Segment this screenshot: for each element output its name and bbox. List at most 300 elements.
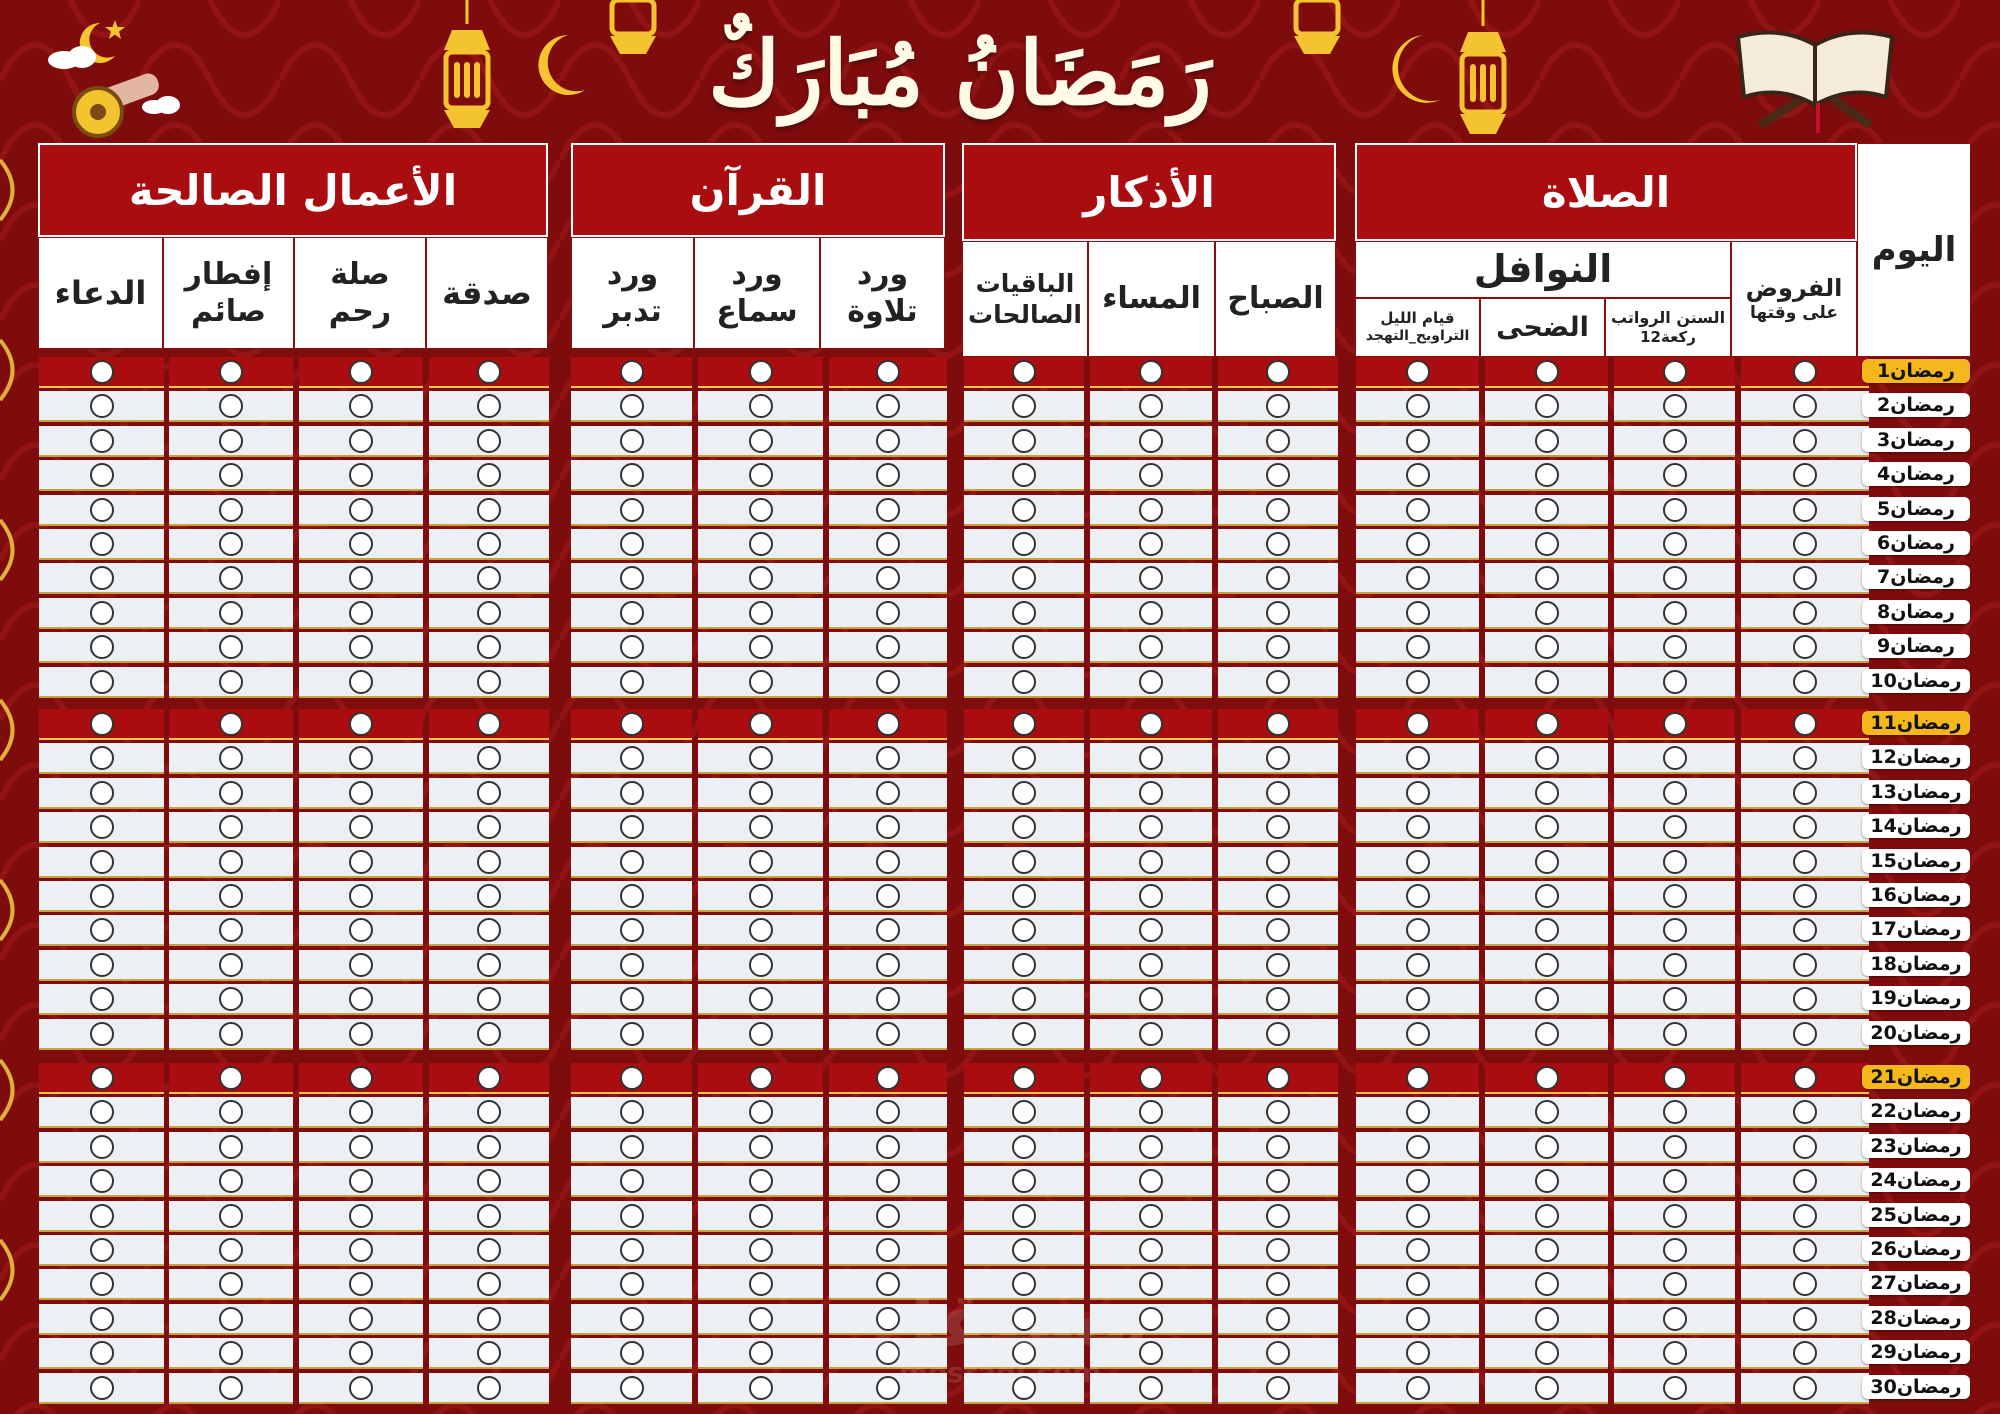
checkbox-circle[interactable]	[349, 712, 373, 736]
checkbox-circle[interactable]	[1663, 918, 1687, 942]
checkbox-circle[interactable]	[1266, 601, 1290, 625]
checkbox-circle[interactable]	[1012, 987, 1036, 1011]
checkbox-circle[interactable]	[1663, 1272, 1687, 1296]
checkbox-circle[interactable]	[1535, 1376, 1559, 1400]
checkbox-circle[interactable]	[1406, 953, 1430, 977]
checkbox-circle[interactable]	[90, 850, 114, 874]
checkbox-circle[interactable]	[1139, 498, 1163, 522]
checkbox-circle[interactable]	[749, 498, 773, 522]
checkbox-circle[interactable]	[1406, 394, 1430, 418]
checkbox-circle[interactable]	[876, 884, 900, 908]
checkbox-circle[interactable]	[1663, 532, 1687, 556]
checkbox-circle[interactable]	[219, 815, 243, 839]
checkbox-circle[interactable]	[749, 394, 773, 418]
checkbox-circle[interactable]	[349, 815, 373, 839]
checkbox-circle[interactable]	[1663, 1238, 1687, 1262]
checkbox-circle[interactable]	[1793, 781, 1817, 805]
checkbox-circle[interactable]	[1535, 429, 1559, 453]
checkbox-circle[interactable]	[1406, 918, 1430, 942]
checkbox-circle[interactable]	[876, 601, 900, 625]
checkbox-circle[interactable]	[1535, 781, 1559, 805]
checkbox-circle[interactable]	[620, 1341, 644, 1365]
checkbox-circle[interactable]	[1012, 601, 1036, 625]
checkbox-circle[interactable]	[90, 953, 114, 977]
checkbox-circle[interactable]	[1266, 532, 1290, 556]
checkbox-circle[interactable]	[1139, 1066, 1163, 1090]
checkbox-circle[interactable]	[1663, 781, 1687, 805]
checkbox-circle[interactable]	[749, 953, 773, 977]
checkbox-circle[interactable]	[749, 1066, 773, 1090]
checkbox-circle[interactable]	[90, 429, 114, 453]
checkbox-circle[interactable]	[1663, 601, 1687, 625]
checkbox-circle[interactable]	[349, 1169, 373, 1193]
checkbox-circle[interactable]	[620, 987, 644, 1011]
checkbox-circle[interactable]	[219, 1135, 243, 1159]
checkbox-circle[interactable]	[219, 532, 243, 556]
checkbox-circle[interactable]	[1266, 712, 1290, 736]
checkbox-circle[interactable]	[477, 1376, 501, 1400]
checkbox-circle[interactable]	[219, 987, 243, 1011]
checkbox-circle[interactable]	[749, 1204, 773, 1228]
checkbox-circle[interactable]	[219, 1022, 243, 1046]
checkbox-circle[interactable]	[477, 712, 501, 736]
checkbox-circle[interactable]	[749, 532, 773, 556]
checkbox-circle[interactable]	[749, 850, 773, 874]
checkbox-circle[interactable]	[477, 635, 501, 659]
checkbox-circle[interactable]	[1139, 1135, 1163, 1159]
checkbox-circle[interactable]	[1663, 463, 1687, 487]
checkbox-circle[interactable]	[620, 1066, 644, 1090]
checkbox-circle[interactable]	[349, 635, 373, 659]
checkbox-circle[interactable]	[1406, 1307, 1430, 1331]
checkbox-circle[interactable]	[219, 1238, 243, 1262]
checkbox-circle[interactable]	[477, 850, 501, 874]
checkbox-circle[interactable]	[749, 746, 773, 770]
checkbox-circle[interactable]	[1266, 1204, 1290, 1228]
checkbox-circle[interactable]	[349, 532, 373, 556]
checkbox-circle[interactable]	[1793, 429, 1817, 453]
checkbox-circle[interactable]	[1012, 1169, 1036, 1193]
checkbox-circle[interactable]	[749, 1238, 773, 1262]
checkbox-circle[interactable]	[219, 1169, 243, 1193]
checkbox-circle[interactable]	[1793, 987, 1817, 1011]
checkbox-circle[interactable]	[1266, 1238, 1290, 1262]
checkbox-circle[interactable]	[876, 498, 900, 522]
checkbox-circle[interactable]	[1406, 884, 1430, 908]
checkbox-circle[interactable]	[477, 1066, 501, 1090]
checkbox-circle[interactable]	[1793, 884, 1817, 908]
checkbox-circle[interactable]	[620, 850, 644, 874]
checkbox-circle[interactable]	[1793, 1376, 1817, 1400]
checkbox-circle[interactable]	[1406, 1204, 1430, 1228]
checkbox-circle[interactable]	[1406, 498, 1430, 522]
checkbox-circle[interactable]	[876, 781, 900, 805]
checkbox-circle[interactable]	[219, 498, 243, 522]
checkbox-circle[interactable]	[1139, 1238, 1163, 1262]
checkbox-circle[interactable]	[1012, 815, 1036, 839]
checkbox-circle[interactable]	[1012, 884, 1036, 908]
checkbox-circle[interactable]	[1266, 498, 1290, 522]
checkbox-circle[interactable]	[620, 746, 644, 770]
checkbox-circle[interactable]	[349, 781, 373, 805]
checkbox-circle[interactable]	[1663, 1066, 1687, 1090]
checkbox-circle[interactable]	[1535, 712, 1559, 736]
checkbox-circle[interactable]	[219, 360, 243, 384]
checkbox-circle[interactable]	[1266, 1169, 1290, 1193]
checkbox-circle[interactable]	[749, 1272, 773, 1296]
checkbox-circle[interactable]	[1012, 498, 1036, 522]
checkbox-circle[interactable]	[749, 987, 773, 1011]
checkbox-circle[interactable]	[1535, 670, 1559, 694]
checkbox-circle[interactable]	[1266, 815, 1290, 839]
checkbox-circle[interactable]	[219, 670, 243, 694]
checkbox-circle[interactable]	[620, 1376, 644, 1400]
checkbox-circle[interactable]	[1406, 987, 1430, 1011]
checkbox-circle[interactable]	[1663, 394, 1687, 418]
checkbox-circle[interactable]	[749, 1307, 773, 1331]
checkbox-circle[interactable]	[1139, 953, 1163, 977]
checkbox-circle[interactable]	[477, 1135, 501, 1159]
checkbox-circle[interactable]	[1535, 815, 1559, 839]
checkbox-circle[interactable]	[876, 429, 900, 453]
checkbox-circle[interactable]	[1139, 712, 1163, 736]
checkbox-circle[interactable]	[620, 360, 644, 384]
checkbox-circle[interactable]	[1663, 429, 1687, 453]
checkbox-circle[interactable]	[876, 360, 900, 384]
checkbox-circle[interactable]	[477, 1169, 501, 1193]
checkbox-circle[interactable]	[1535, 1204, 1559, 1228]
checkbox-circle[interactable]	[90, 1376, 114, 1400]
checkbox-circle[interactable]	[1793, 815, 1817, 839]
checkbox-circle[interactable]	[477, 601, 501, 625]
checkbox-circle[interactable]	[876, 1169, 900, 1193]
checkbox-circle[interactable]	[349, 498, 373, 522]
checkbox-circle[interactable]	[749, 1135, 773, 1159]
checkbox-circle[interactable]	[1139, 1204, 1163, 1228]
checkbox-circle[interactable]	[90, 815, 114, 839]
checkbox-circle[interactable]	[749, 1376, 773, 1400]
checkbox-circle[interactable]	[620, 1100, 644, 1124]
checkbox-circle[interactable]	[349, 1341, 373, 1365]
checkbox-circle[interactable]	[1793, 1022, 1817, 1046]
checkbox-circle[interactable]	[1535, 360, 1559, 384]
checkbox-circle[interactable]	[1266, 1376, 1290, 1400]
checkbox-circle[interactable]	[1535, 1169, 1559, 1193]
checkbox-circle[interactable]	[1266, 781, 1290, 805]
checkbox-circle[interactable]	[1663, 987, 1687, 1011]
checkbox-circle[interactable]	[1535, 498, 1559, 522]
checkbox-circle[interactable]	[90, 1204, 114, 1228]
checkbox-circle[interactable]	[620, 1238, 644, 1262]
checkbox-circle[interactable]	[1406, 463, 1430, 487]
checkbox-circle[interactable]	[1139, 1022, 1163, 1046]
checkbox-circle[interactable]	[219, 781, 243, 805]
checkbox-circle[interactable]	[1663, 360, 1687, 384]
checkbox-circle[interactable]	[349, 1022, 373, 1046]
checkbox-circle[interactable]	[90, 781, 114, 805]
checkbox-circle[interactable]	[90, 360, 114, 384]
checkbox-circle[interactable]	[1012, 1135, 1036, 1159]
checkbox-circle[interactable]	[1406, 429, 1430, 453]
checkbox-circle[interactable]	[876, 532, 900, 556]
checkbox-circle[interactable]	[90, 1135, 114, 1159]
checkbox-circle[interactable]	[219, 850, 243, 874]
checkbox-circle[interactable]	[1139, 360, 1163, 384]
checkbox-circle[interactable]	[1266, 1307, 1290, 1331]
checkbox-circle[interactable]	[477, 360, 501, 384]
checkbox-circle[interactable]	[876, 463, 900, 487]
checkbox-circle[interactable]	[1012, 532, 1036, 556]
checkbox-circle[interactable]	[876, 1022, 900, 1046]
checkbox-circle[interactable]	[1406, 1376, 1430, 1400]
checkbox-circle[interactable]	[749, 360, 773, 384]
checkbox-circle[interactable]	[90, 394, 114, 418]
checkbox-circle[interactable]	[477, 953, 501, 977]
checkbox-circle[interactable]	[749, 781, 773, 805]
checkbox-circle[interactable]	[219, 884, 243, 908]
checkbox-circle[interactable]	[90, 884, 114, 908]
checkbox-circle[interactable]	[1793, 532, 1817, 556]
checkbox-circle[interactable]	[349, 360, 373, 384]
checkbox-circle[interactable]	[1535, 532, 1559, 556]
checkbox-circle[interactable]	[1406, 1341, 1430, 1365]
checkbox-circle[interactable]	[1012, 953, 1036, 977]
checkbox-circle[interactable]	[1663, 746, 1687, 770]
checkbox-circle[interactable]	[1535, 1066, 1559, 1090]
checkbox-circle[interactable]	[1139, 1376, 1163, 1400]
checkbox-circle[interactable]	[620, 463, 644, 487]
checkbox-circle[interactable]	[1663, 670, 1687, 694]
checkbox-circle[interactable]	[1793, 953, 1817, 977]
checkbox-circle[interactable]	[1793, 850, 1817, 874]
checkbox-circle[interactable]	[1535, 1238, 1559, 1262]
checkbox-circle[interactable]	[1012, 635, 1036, 659]
checkbox-circle[interactable]	[1266, 953, 1290, 977]
checkbox-circle[interactable]	[1406, 781, 1430, 805]
checkbox-circle[interactable]	[1793, 1307, 1817, 1331]
checkbox-circle[interactable]	[1535, 635, 1559, 659]
checkbox-circle[interactable]	[1266, 670, 1290, 694]
checkbox-circle[interactable]	[1406, 850, 1430, 874]
checkbox-circle[interactable]	[1793, 1135, 1817, 1159]
checkbox-circle[interactable]	[620, 918, 644, 942]
checkbox-circle[interactable]	[620, 1135, 644, 1159]
checkbox-circle[interactable]	[1663, 1169, 1687, 1193]
checkbox-circle[interactable]	[1266, 463, 1290, 487]
checkbox-circle[interactable]	[1012, 463, 1036, 487]
checkbox-circle[interactable]	[1139, 670, 1163, 694]
checkbox-circle[interactable]	[219, 1066, 243, 1090]
checkbox-circle[interactable]	[349, 1066, 373, 1090]
checkbox-circle[interactable]	[1406, 1066, 1430, 1090]
checkbox-circle[interactable]	[620, 712, 644, 736]
checkbox-circle[interactable]	[1793, 498, 1817, 522]
checkbox-circle[interactable]	[749, 429, 773, 453]
checkbox-circle[interactable]	[1139, 850, 1163, 874]
checkbox-circle[interactable]	[1139, 635, 1163, 659]
checkbox-circle[interactable]	[1793, 463, 1817, 487]
checkbox-circle[interactable]	[1663, 1376, 1687, 1400]
checkbox-circle[interactable]	[1139, 463, 1163, 487]
checkbox-circle[interactable]	[1139, 429, 1163, 453]
checkbox-circle[interactable]	[1266, 360, 1290, 384]
checkbox-circle[interactable]	[1012, 1204, 1036, 1228]
checkbox-circle[interactable]	[477, 463, 501, 487]
checkbox-circle[interactable]	[349, 601, 373, 625]
checkbox-circle[interactable]	[1406, 360, 1430, 384]
checkbox-circle[interactable]	[1535, 1100, 1559, 1124]
checkbox-circle[interactable]	[749, 670, 773, 694]
checkbox-circle[interactable]	[477, 1238, 501, 1262]
checkbox-circle[interactable]	[1266, 429, 1290, 453]
checkbox-circle[interactable]	[1663, 1204, 1687, 1228]
checkbox-circle[interactable]	[477, 1341, 501, 1365]
checkbox-circle[interactable]	[1266, 635, 1290, 659]
checkbox-circle[interactable]	[1535, 850, 1559, 874]
checkbox-circle[interactable]	[1406, 712, 1430, 736]
checkbox-circle[interactable]	[1406, 1272, 1430, 1296]
checkbox-circle[interactable]	[1535, 987, 1559, 1011]
checkbox-circle[interactable]	[477, 815, 501, 839]
checkbox-circle[interactable]	[620, 1307, 644, 1331]
checkbox-circle[interactable]	[1406, 601, 1430, 625]
checkbox-circle[interactable]	[1406, 1169, 1430, 1193]
checkbox-circle[interactable]	[90, 566, 114, 590]
checkbox-circle[interactable]	[90, 532, 114, 556]
checkbox-circle[interactable]	[1535, 601, 1559, 625]
checkbox-circle[interactable]	[219, 1204, 243, 1228]
checkbox-circle[interactable]	[749, 1022, 773, 1046]
checkbox-circle[interactable]	[1535, 918, 1559, 942]
checkbox-circle[interactable]	[876, 635, 900, 659]
checkbox-circle[interactable]	[1793, 1066, 1817, 1090]
checkbox-circle[interactable]	[1793, 601, 1817, 625]
checkbox-circle[interactable]	[1406, 532, 1430, 556]
checkbox-circle[interactable]	[477, 781, 501, 805]
checkbox-circle[interactable]	[620, 498, 644, 522]
checkbox-circle[interactable]	[1663, 1307, 1687, 1331]
checkbox-circle[interactable]	[749, 635, 773, 659]
checkbox-circle[interactable]	[477, 532, 501, 556]
checkbox-circle[interactable]	[219, 1307, 243, 1331]
checkbox-circle[interactable]	[1535, 953, 1559, 977]
checkbox-circle[interactable]	[1012, 360, 1036, 384]
checkbox-circle[interactable]	[1406, 635, 1430, 659]
checkbox-circle[interactable]	[1535, 1022, 1559, 1046]
checkbox-circle[interactable]	[1266, 1066, 1290, 1090]
checkbox-circle[interactable]	[876, 815, 900, 839]
checkbox-circle[interactable]	[876, 1066, 900, 1090]
checkbox-circle[interactable]	[1139, 601, 1163, 625]
checkbox-circle[interactable]	[1139, 884, 1163, 908]
checkbox-circle[interactable]	[1793, 712, 1817, 736]
checkbox-circle[interactable]	[477, 884, 501, 908]
checkbox-circle[interactable]	[749, 566, 773, 590]
checkbox-circle[interactable]	[620, 670, 644, 694]
checkbox-circle[interactable]	[349, 987, 373, 1011]
checkbox-circle[interactable]	[477, 1307, 501, 1331]
checkbox-circle[interactable]	[1663, 1100, 1687, 1124]
checkbox-circle[interactable]	[620, 1022, 644, 1046]
checkbox-circle[interactable]	[1406, 566, 1430, 590]
checkbox-circle[interactable]	[90, 463, 114, 487]
checkbox-circle[interactable]	[90, 1272, 114, 1296]
checkbox-circle[interactable]	[1793, 1341, 1817, 1365]
checkbox-circle[interactable]	[90, 1341, 114, 1365]
checkbox-circle[interactable]	[477, 1204, 501, 1228]
checkbox-circle[interactable]	[219, 953, 243, 977]
checkbox-circle[interactable]	[1663, 953, 1687, 977]
checkbox-circle[interactable]	[1535, 463, 1559, 487]
checkbox-circle[interactable]	[1535, 884, 1559, 908]
checkbox-circle[interactable]	[219, 429, 243, 453]
checkbox-circle[interactable]	[477, 670, 501, 694]
checkbox-circle[interactable]	[1663, 1341, 1687, 1365]
checkbox-circle[interactable]	[349, 850, 373, 874]
checkbox-circle[interactable]	[1663, 712, 1687, 736]
checkbox-circle[interactable]	[349, 1376, 373, 1400]
checkbox-circle[interactable]	[1012, 781, 1036, 805]
checkbox-circle[interactable]	[1793, 635, 1817, 659]
checkbox-circle[interactable]	[1266, 987, 1290, 1011]
checkbox-circle[interactable]	[1139, 987, 1163, 1011]
checkbox-circle[interactable]	[90, 1307, 114, 1331]
checkbox-circle[interactable]	[1663, 566, 1687, 590]
checkbox-circle[interactable]	[1012, 712, 1036, 736]
checkbox-circle[interactable]	[749, 884, 773, 908]
checkbox-circle[interactable]	[90, 712, 114, 736]
checkbox-circle[interactable]	[749, 1341, 773, 1365]
checkbox-circle[interactable]	[876, 670, 900, 694]
checkbox-circle[interactable]	[1139, 815, 1163, 839]
checkbox-circle[interactable]	[90, 1100, 114, 1124]
checkbox-circle[interactable]	[620, 884, 644, 908]
checkbox-circle[interactable]	[349, 1307, 373, 1331]
checkbox-circle[interactable]	[1266, 1341, 1290, 1365]
checkbox-circle[interactable]	[620, 953, 644, 977]
checkbox-circle[interactable]	[1406, 746, 1430, 770]
checkbox-circle[interactable]	[620, 601, 644, 625]
checkbox-circle[interactable]	[90, 918, 114, 942]
checkbox-circle[interactable]	[620, 635, 644, 659]
checkbox-circle[interactable]	[876, 712, 900, 736]
checkbox-circle[interactable]	[1139, 532, 1163, 556]
checkbox-circle[interactable]	[749, 463, 773, 487]
checkbox-circle[interactable]	[349, 429, 373, 453]
checkbox-circle[interactable]	[1406, 1022, 1430, 1046]
checkbox-circle[interactable]	[1663, 498, 1687, 522]
checkbox-circle[interactable]	[219, 1341, 243, 1365]
checkbox-circle[interactable]	[1012, 1238, 1036, 1262]
checkbox-circle[interactable]	[349, 884, 373, 908]
checkbox-circle[interactable]	[1663, 815, 1687, 839]
checkbox-circle[interactable]	[90, 670, 114, 694]
checkbox-circle[interactable]	[349, 953, 373, 977]
checkbox-circle[interactable]	[1663, 635, 1687, 659]
checkbox-circle[interactable]	[1266, 884, 1290, 908]
checkbox-circle[interactable]	[219, 1376, 243, 1400]
checkbox-circle[interactable]	[1012, 850, 1036, 874]
checkbox-circle[interactable]	[1266, 1022, 1290, 1046]
checkbox-circle[interactable]	[219, 635, 243, 659]
checkbox-circle[interactable]	[219, 601, 243, 625]
checkbox-circle[interactable]	[876, 953, 900, 977]
checkbox-circle[interactable]	[876, 1204, 900, 1228]
checkbox-circle[interactable]	[349, 1204, 373, 1228]
checkbox-circle[interactable]	[1266, 1135, 1290, 1159]
checkbox-circle[interactable]	[749, 815, 773, 839]
checkbox-circle[interactable]	[1663, 850, 1687, 874]
